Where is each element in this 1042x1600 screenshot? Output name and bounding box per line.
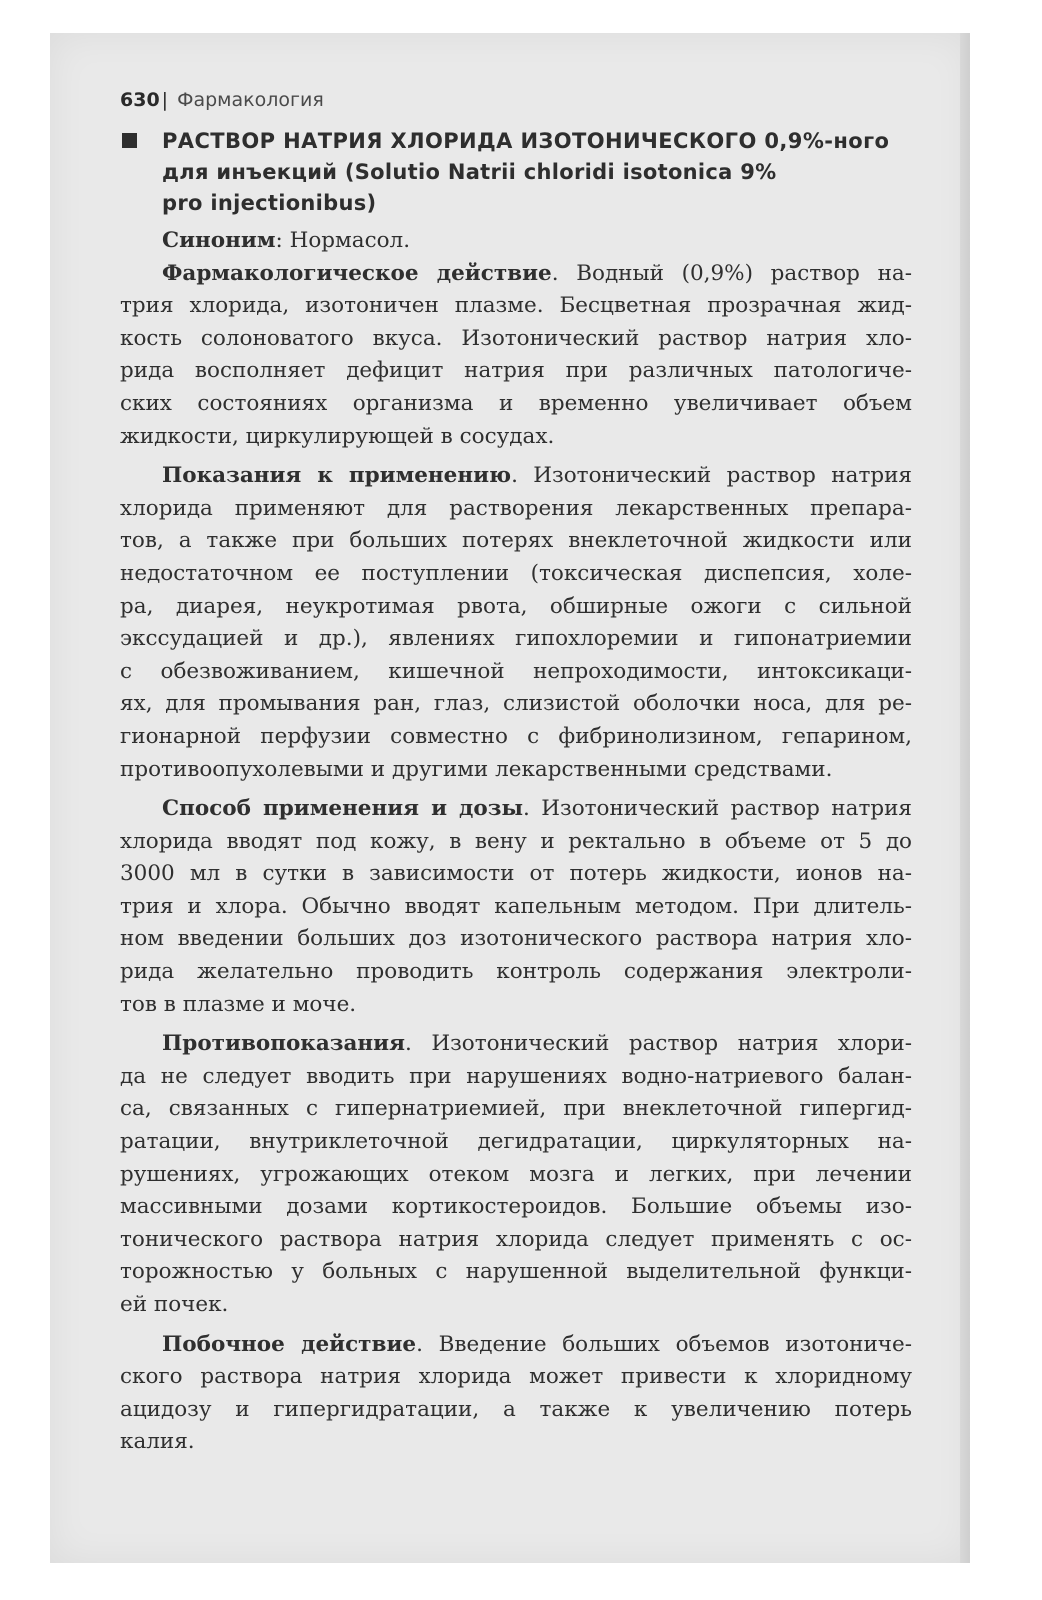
section-title: Фармакология [177, 89, 324, 111]
article-heading [120, 126, 912, 219]
line-text: . Изотонический раствор натрия [523, 796, 912, 822]
pharmacological-action-label: Фармакологическое действие [162, 260, 552, 286]
paragraph-line: трия и хлора. Обычно вводят капельным методом. При длитель- [120, 893, 912, 919]
paragraph-line: тов, а также при больших потерях внеклеточной жидкости или [120, 528, 912, 554]
synonym-label: Синоним [162, 228, 276, 253]
running-head-separator: | [161, 89, 169, 111]
square-bullet-icon [122, 133, 137, 148]
paragraph-line: са, связанных с гипернатриемией, при внеклеточной гипергид- [120, 1096, 912, 1122]
paragraph-line: ном введении больших доз изотонического раствора натрия хло- [120, 926, 912, 952]
synonym-paragraph [120, 225, 912, 258]
line-text: . Введение больших объемов изотониче- [416, 1331, 913, 1357]
indications-paragraph [120, 460, 912, 786]
line-text: . Водный (0,9%) раствор на- [551, 260, 912, 286]
paragraph-line: ях, для промывания ран, глаз, слизистой оболочки носа, для ре- [120, 691, 912, 717]
paragraph-line: массивными дозами кортикостероидов. Большие объемы изо- [120, 1194, 912, 1220]
paragraph-line [120, 1028, 912, 1061]
paragraph-line: торожностью у больных с нарушенной выделительной функци- [120, 1259, 912, 1285]
heading-line-2: для инъекций (Solutio Natrii chloridi isotonica 9% [162, 160, 777, 184]
paragraph-line: да не следует вводить при нарушениях водно-натриевого балан- [120, 1063, 912, 1089]
paragraph-line: тов в плазме и моче. [120, 991, 357, 1017]
dosage-paragraph [120, 793, 912, 1021]
paragraph-line: с обезвоживанием, кишечной непроходимости, интоксикаци- [120, 658, 912, 684]
side-effects-paragraph [120, 1329, 912, 1459]
paragraph-line: ра, диарея, неукротимая рвота, обширные ожоги с сильной [120, 593, 912, 619]
line-text: . Изотонический раствор натрия хлори- [404, 1031, 912, 1057]
paragraph-line: ского раствора натрия хлорида может привести к хлоридному [120, 1364, 912, 1390]
paragraph-line: недостаточном ее поступлении (токсическая диспепсия, холе- [120, 560, 912, 586]
paragraph-line: кость солоноватого вкуса. Изотонический раствор натрия хло- [120, 325, 912, 351]
page-text-area [120, 88, 912, 1459]
paragraph-line: калия. [120, 1429, 195, 1455]
paragraph-line: рида желательно проводить контроль содержания электроли- [120, 959, 912, 985]
paragraph-line: ей почек. [120, 1292, 229, 1317]
indications-label: Показания к применению [162, 463, 512, 489]
paragraph-line: ских состояниях организма и временно увеличивает объем [120, 390, 912, 416]
paragraph-line: гионарной перфузии совместно с фибринолизином, гепарином, [120, 723, 912, 749]
paragraph-line: хлорида применяют для растворения лекарственных препара- [120, 495, 912, 521]
paragraph-line: ратации, внутриклеточной дегидратации, циркуляторных на- [120, 1129, 912, 1155]
heading-line-1: РАСТВОР НАТРИЯ ХЛОРИДА ИЗОТОНИЧЕСКОГО 0,9%-ного [162, 129, 890, 153]
line-text: . Изотонический раствор натрия [511, 463, 912, 489]
running-head [120, 88, 912, 112]
scanned-page [50, 33, 970, 1563]
paragraph-line [120, 793, 912, 826]
contraindications-paragraph [120, 1028, 912, 1321]
paragraph-line: экссудацией и др.), явлениях гипохлоремии и гипонатриемии [120, 626, 912, 652]
heading-line-3: pro injectionibus) [162, 191, 377, 215]
side-effects-label: Побочное действие [162, 1331, 417, 1357]
paragraph-line: тонического раствора натрия хлорида следует применять с ос- [120, 1226, 912, 1252]
pharmacological-action-paragraph [120, 258, 912, 454]
paragraph-line: хлорида вводят под кожу, в вену и ректально в объеме от 5 до [120, 828, 912, 854]
paragraph-line: 3000 мл в сутки в зависимости от потерь жидкости, ионов на- [120, 861, 912, 887]
paragraph-line: ацидозу и гипергидратации, а также к увеличению потерь [120, 1396, 912, 1422]
paragraph-line [120, 1329, 912, 1362]
paragraph-line [120, 460, 912, 493]
contraindications-label: Противопоказания [162, 1031, 405, 1057]
paragraph-line: противоопухолевыми и другими лекарственными средствами. [120, 756, 833, 782]
paragraph-line: жидкости, циркулирующей в сосудах. [120, 423, 555, 449]
paragraph-line: рушениях, угрожающих отеком мозга и легких, при лечении [120, 1161, 912, 1187]
paragraph-line: рида восполняет дефицит натрия при различных патологиче- [120, 358, 912, 384]
paragraph-line: трия хлорида, изотоничен плазме. Бесцветная прозрачная жид- [120, 293, 912, 319]
synonym-text: : Нормасол. [275, 228, 411, 253]
page-number: 630 [120, 89, 160, 111]
paragraph-line [120, 258, 912, 291]
dosage-label: Способ применения и дозы [162, 796, 523, 822]
page-edge-shadow [960, 33, 970, 1563]
